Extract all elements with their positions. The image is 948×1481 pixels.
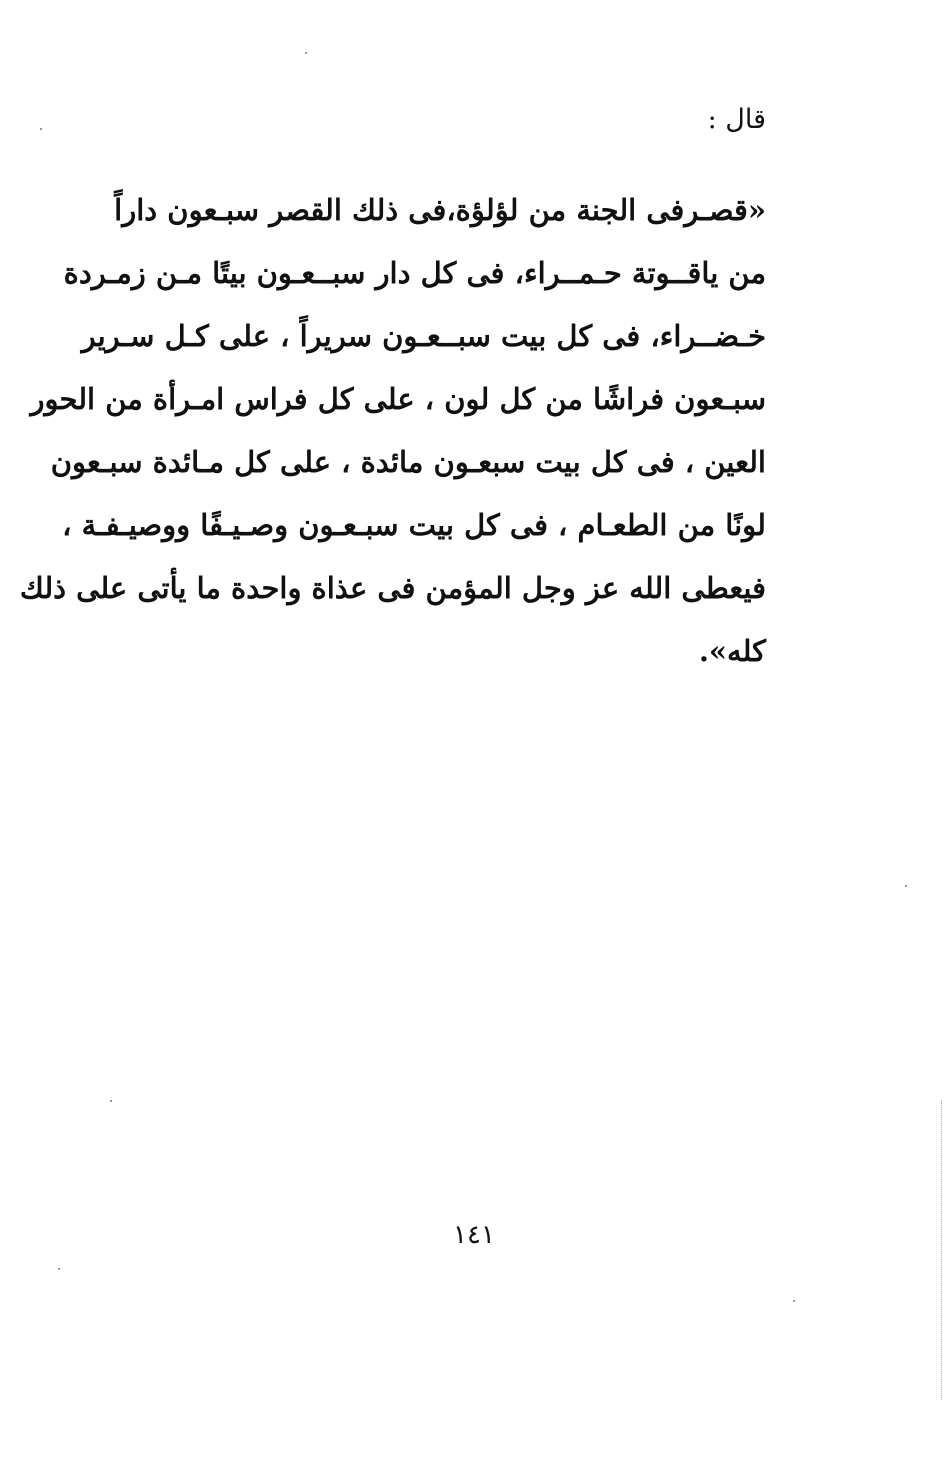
scan-speck <box>40 128 42 130</box>
scan-speck <box>110 1100 112 1102</box>
paragraph-line-last: كله». <box>698 634 766 668</box>
paragraph-line: من ياقــوتة حـمــراء، فى كل دار سبــعـون بيتًا مـن زمـردة <box>63 256 766 290</box>
paragraph-line: «قصـرفى الجنة من لؤلؤة،فى ذلك القصر سبـعون داراً <box>114 193 766 227</box>
paragraph-line: العين ، فى كل بيت سبعـون مائدة ، على كل مـائدة سبـعون <box>50 445 766 479</box>
page-number: ١٤١ <box>453 1220 495 1250</box>
scan-speck <box>793 1300 795 1302</box>
intro-label: قال : <box>707 104 766 135</box>
scan-speck <box>305 52 307 54</box>
scan-speck <box>905 885 907 887</box>
scan-edge-line <box>940 1100 942 1400</box>
paragraph-line: لونًا من الطعـام ، فى كل بيت سبـعـون وصـيـفًا ووصيـفـة ، <box>62 508 766 542</box>
paragraph-line: فيعطى الله عز وجل المؤمن فى عذاة واحدة ما يأتى على ذلك <box>19 571 766 605</box>
scan-speck <box>58 1268 60 1270</box>
quoted-paragraph <box>19 179 766 683</box>
paragraph-line: خـضــراء، فى كل بيت سبــعـون سريراً ، على كـل سـرير <box>81 319 766 353</box>
paragraph-line: سبـعون فراشًا من كل لون ، على كل فراس امـرأة من الحور <box>30 382 766 416</box>
